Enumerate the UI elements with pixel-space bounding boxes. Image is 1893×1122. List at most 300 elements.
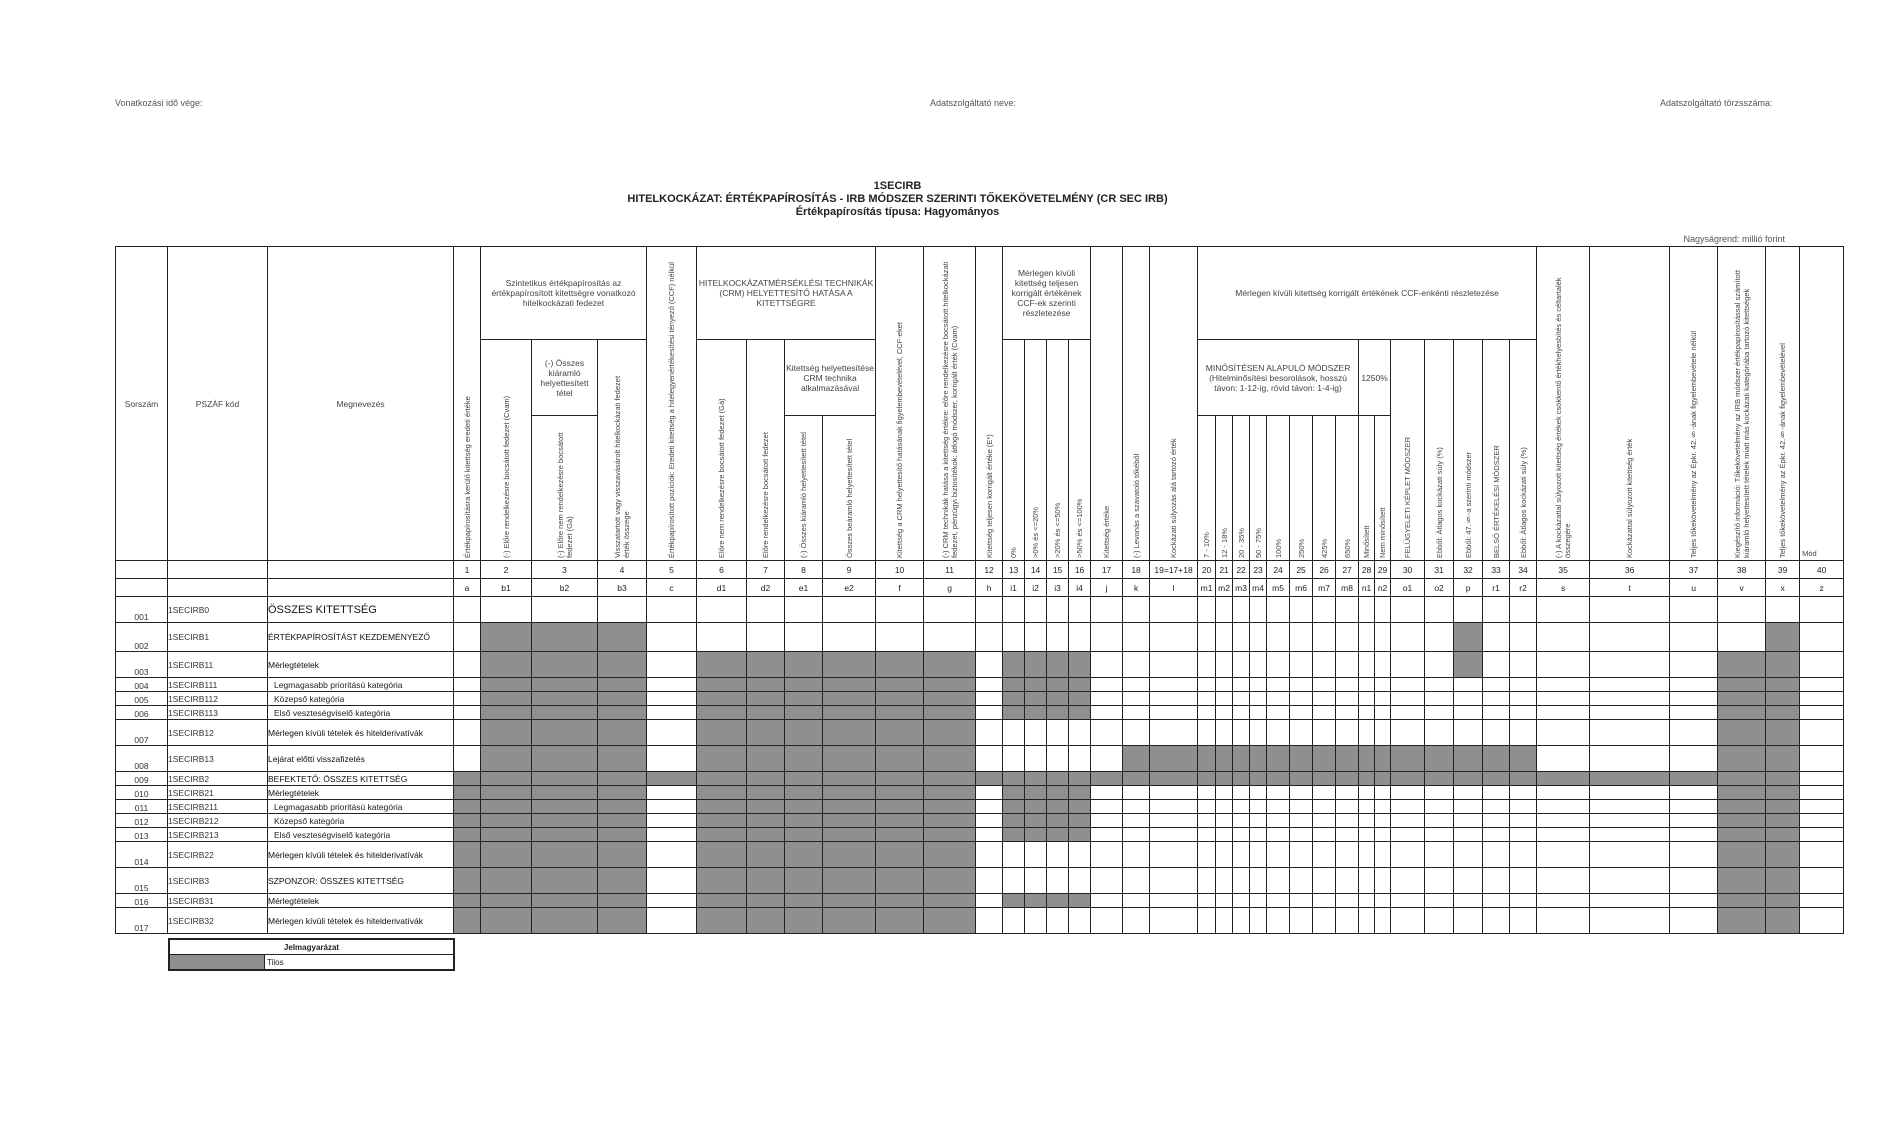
- data-cell[interactable]: [1250, 597, 1267, 623]
- data-cell[interactable]: [1069, 746, 1091, 772]
- data-cell[interactable]: [1454, 706, 1483, 720]
- data-cell[interactable]: [1483, 720, 1510, 746]
- data-cell[interactable]: [1537, 814, 1590, 828]
- data-cell[interactable]: [1670, 652, 1718, 678]
- data-cell[interactable]: [1375, 678, 1391, 692]
- data-cell[interactable]: [1537, 652, 1590, 678]
- data-cell[interactable]: [1336, 678, 1359, 692]
- data-cell[interactable]: [1670, 842, 1718, 868]
- data-cell[interactable]: [454, 692, 481, 706]
- data-cell[interactable]: [1290, 814, 1313, 828]
- data-cell[interactable]: [1670, 786, 1718, 800]
- data-cell[interactable]: [1590, 692, 1670, 706]
- data-cell[interactable]: [1670, 597, 1718, 623]
- data-cell[interactable]: [1250, 908, 1267, 934]
- data-cell[interactable]: [1150, 706, 1198, 720]
- data-cell[interactable]: [1425, 868, 1454, 894]
- data-cell[interactable]: [1267, 720, 1290, 746]
- data-cell[interactable]: [598, 597, 647, 623]
- data-cell[interactable]: [1123, 706, 1150, 720]
- data-cell[interactable]: [1250, 692, 1267, 706]
- data-cell[interactable]: [1233, 908, 1250, 934]
- data-cell[interactable]: [1123, 908, 1150, 934]
- data-cell[interactable]: [1091, 746, 1123, 772]
- data-cell[interactable]: [1313, 894, 1336, 908]
- data-cell[interactable]: [1123, 652, 1150, 678]
- data-cell[interactable]: [1290, 597, 1313, 623]
- data-cell[interactable]: [1800, 786, 1844, 800]
- data-cell[interactable]: [1359, 597, 1375, 623]
- data-cell[interactable]: [1336, 828, 1359, 842]
- data-cell[interactable]: [1425, 814, 1454, 828]
- data-cell[interactable]: [1233, 814, 1250, 828]
- data-cell[interactable]: [1537, 800, 1590, 814]
- data-cell[interactable]: [1359, 868, 1375, 894]
- data-cell[interactable]: [1198, 868, 1216, 894]
- data-cell[interactable]: [1537, 786, 1590, 800]
- data-cell[interactable]: [976, 814, 1003, 828]
- data-cell[interactable]: [1800, 623, 1844, 652]
- data-cell[interactable]: [1290, 800, 1313, 814]
- data-cell[interactable]: [1359, 692, 1375, 706]
- data-cell[interactable]: [1359, 678, 1375, 692]
- data-cell[interactable]: [1216, 800, 1233, 814]
- data-cell[interactable]: [1590, 800, 1670, 814]
- data-cell[interactable]: [1216, 908, 1233, 934]
- data-cell[interactable]: [1425, 828, 1454, 842]
- data-cell[interactable]: [1069, 842, 1091, 868]
- data-cell[interactable]: [1590, 706, 1670, 720]
- data-cell[interactable]: [1233, 597, 1250, 623]
- data-cell[interactable]: [1198, 706, 1216, 720]
- data-cell[interactable]: [1250, 842, 1267, 868]
- data-cell[interactable]: [1391, 652, 1425, 678]
- data-cell[interactable]: [1425, 623, 1454, 652]
- data-cell[interactable]: [1233, 706, 1250, 720]
- data-cell[interactable]: [647, 652, 697, 678]
- data-cell[interactable]: [1425, 678, 1454, 692]
- data-cell[interactable]: [1800, 678, 1844, 692]
- data-cell[interactable]: [1375, 706, 1391, 720]
- data-cell[interactable]: [1375, 623, 1391, 652]
- data-cell[interactable]: [1359, 908, 1375, 934]
- data-cell[interactable]: [1150, 842, 1198, 868]
- data-cell[interactable]: [1150, 692, 1198, 706]
- data-cell[interactable]: [1267, 894, 1290, 908]
- data-cell[interactable]: [1483, 814, 1510, 828]
- data-cell[interactable]: [1150, 894, 1198, 908]
- data-cell[interactable]: [647, 828, 697, 842]
- data-cell[interactable]: [1216, 828, 1233, 842]
- data-cell[interactable]: [1123, 828, 1150, 842]
- data-cell[interactable]: [1359, 706, 1375, 720]
- data-cell[interactable]: [1025, 908, 1047, 934]
- data-cell[interactable]: [1359, 623, 1375, 652]
- data-cell[interactable]: [1590, 814, 1670, 828]
- data-cell[interactable]: [1510, 623, 1537, 652]
- data-cell[interactable]: [823, 623, 876, 652]
- data-cell[interactable]: [1454, 692, 1483, 706]
- data-cell[interactable]: [1391, 706, 1425, 720]
- data-cell[interactable]: [1800, 706, 1844, 720]
- data-cell[interactable]: [976, 678, 1003, 692]
- data-cell[interactable]: [1375, 692, 1391, 706]
- data-cell[interactable]: [1336, 868, 1359, 894]
- data-cell[interactable]: [1150, 652, 1198, 678]
- data-cell[interactable]: [1250, 800, 1267, 814]
- data-cell[interactable]: [1537, 894, 1590, 908]
- data-cell[interactable]: [1003, 868, 1025, 894]
- data-cell[interactable]: [1800, 720, 1844, 746]
- data-cell[interactable]: [1290, 868, 1313, 894]
- data-cell[interactable]: [1091, 868, 1123, 894]
- data-cell[interactable]: [976, 828, 1003, 842]
- data-cell[interactable]: [1336, 814, 1359, 828]
- data-cell[interactable]: [1250, 678, 1267, 692]
- data-cell[interactable]: [1150, 786, 1198, 800]
- data-cell[interactable]: [1047, 720, 1069, 746]
- data-cell[interactable]: [1198, 597, 1216, 623]
- data-cell[interactable]: [1359, 894, 1375, 908]
- data-cell[interactable]: [747, 623, 785, 652]
- data-cell[interactable]: [1537, 678, 1590, 692]
- data-cell[interactable]: [1537, 842, 1590, 868]
- data-cell[interactable]: [1267, 786, 1290, 800]
- data-cell[interactable]: [924, 623, 976, 652]
- data-cell[interactable]: [1233, 800, 1250, 814]
- data-cell[interactable]: [1003, 597, 1025, 623]
- data-cell[interactable]: [1313, 706, 1336, 720]
- data-cell[interactable]: [1800, 597, 1844, 623]
- data-cell[interactable]: [1359, 814, 1375, 828]
- data-cell[interactable]: [1150, 800, 1198, 814]
- data-cell[interactable]: [532, 597, 598, 623]
- data-cell[interactable]: [1718, 597, 1766, 623]
- data-cell[interactable]: [1670, 908, 1718, 934]
- data-cell[interactable]: [1047, 842, 1069, 868]
- data-cell[interactable]: [1454, 678, 1483, 692]
- data-cell[interactable]: [1233, 692, 1250, 706]
- data-cell[interactable]: [976, 868, 1003, 894]
- data-cell[interactable]: [1216, 786, 1233, 800]
- data-cell[interactable]: [1047, 908, 1069, 934]
- data-cell[interactable]: [1590, 623, 1670, 652]
- data-cell[interactable]: [1391, 800, 1425, 814]
- data-cell[interactable]: [976, 597, 1003, 623]
- data-cell[interactable]: [1047, 623, 1069, 652]
- data-cell[interactable]: [1216, 652, 1233, 678]
- data-cell[interactable]: [1483, 692, 1510, 706]
- data-cell[interactable]: [1375, 597, 1391, 623]
- data-cell[interactable]: [976, 894, 1003, 908]
- data-cell[interactable]: [1216, 868, 1233, 894]
- data-cell[interactable]: [785, 623, 823, 652]
- data-cell[interactable]: [647, 908, 697, 934]
- data-cell[interactable]: [1391, 720, 1425, 746]
- data-cell[interactable]: [1391, 597, 1425, 623]
- data-cell[interactable]: [1391, 828, 1425, 842]
- data-cell[interactable]: [647, 692, 697, 706]
- data-cell[interactable]: [1336, 692, 1359, 706]
- data-cell[interactable]: [1336, 597, 1359, 623]
- data-cell[interactable]: [1091, 692, 1123, 706]
- data-cell[interactable]: [1670, 678, 1718, 692]
- data-cell[interactable]: [1391, 692, 1425, 706]
- data-cell[interactable]: [1313, 842, 1336, 868]
- data-cell[interactable]: [1537, 746, 1590, 772]
- data-cell[interactable]: [1150, 908, 1198, 934]
- data-cell[interactable]: [647, 623, 697, 652]
- data-cell[interactable]: [1069, 597, 1091, 623]
- data-cell[interactable]: [1483, 623, 1510, 652]
- data-cell[interactable]: [1590, 842, 1670, 868]
- data-cell[interactable]: [1123, 623, 1150, 652]
- data-cell[interactable]: [976, 842, 1003, 868]
- data-cell[interactable]: [1590, 894, 1670, 908]
- data-cell[interactable]: [976, 786, 1003, 800]
- data-cell[interactable]: [1336, 894, 1359, 908]
- data-cell[interactable]: [1091, 908, 1123, 934]
- data-cell[interactable]: [1216, 706, 1233, 720]
- data-cell[interactable]: [1198, 800, 1216, 814]
- data-cell[interactable]: [1267, 828, 1290, 842]
- data-cell[interactable]: [1150, 828, 1198, 842]
- data-cell[interactable]: [1290, 908, 1313, 934]
- data-cell[interactable]: [1198, 814, 1216, 828]
- data-cell[interactable]: [1091, 842, 1123, 868]
- data-cell[interactable]: [1267, 842, 1290, 868]
- data-cell[interactable]: [1091, 894, 1123, 908]
- data-cell[interactable]: [1336, 908, 1359, 934]
- data-cell[interactable]: [1069, 868, 1091, 894]
- data-cell[interactable]: [1003, 908, 1025, 934]
- data-cell[interactable]: [1216, 894, 1233, 908]
- data-cell[interactable]: [1590, 597, 1670, 623]
- data-cell[interactable]: [1091, 786, 1123, 800]
- data-cell[interactable]: [1290, 828, 1313, 842]
- data-cell[interactable]: [1483, 868, 1510, 894]
- data-cell[interactable]: [1800, 894, 1844, 908]
- data-cell[interactable]: [976, 746, 1003, 772]
- data-cell[interactable]: [1198, 842, 1216, 868]
- data-cell[interactable]: [1025, 868, 1047, 894]
- data-cell[interactable]: [1510, 706, 1537, 720]
- data-cell[interactable]: [1047, 746, 1069, 772]
- data-cell[interactable]: [1537, 720, 1590, 746]
- data-cell[interactable]: [1510, 652, 1537, 678]
- data-cell[interactable]: [1150, 597, 1198, 623]
- data-cell[interactable]: [1216, 678, 1233, 692]
- data-cell[interactable]: [647, 597, 697, 623]
- data-cell[interactable]: [1590, 786, 1670, 800]
- data-cell[interactable]: [1670, 692, 1718, 706]
- data-cell[interactable]: [1233, 786, 1250, 800]
- data-cell[interactable]: [454, 678, 481, 692]
- data-cell[interactable]: [1537, 828, 1590, 842]
- data-cell[interactable]: [1025, 623, 1047, 652]
- data-cell[interactable]: [1391, 623, 1425, 652]
- data-cell[interactable]: [876, 623, 924, 652]
- data-cell[interactable]: [1267, 868, 1290, 894]
- data-cell[interactable]: [1800, 868, 1844, 894]
- data-cell[interactable]: [1766, 597, 1800, 623]
- data-cell[interactable]: [1670, 894, 1718, 908]
- data-cell[interactable]: [1267, 908, 1290, 934]
- data-cell[interactable]: [1483, 908, 1510, 934]
- data-cell[interactable]: [1198, 623, 1216, 652]
- data-cell[interactable]: [1359, 800, 1375, 814]
- data-cell[interactable]: [1454, 868, 1483, 894]
- data-cell[interactable]: [1454, 894, 1483, 908]
- data-cell[interactable]: [1375, 842, 1391, 868]
- data-cell[interactable]: [1670, 720, 1718, 746]
- data-cell[interactable]: [1336, 720, 1359, 746]
- data-cell[interactable]: [1454, 828, 1483, 842]
- data-cell[interactable]: [1336, 652, 1359, 678]
- data-cell[interactable]: [1216, 842, 1233, 868]
- data-cell[interactable]: [1216, 692, 1233, 706]
- data-cell[interactable]: [697, 597, 747, 623]
- data-cell[interactable]: [1537, 692, 1590, 706]
- data-cell[interactable]: [1800, 652, 1844, 678]
- data-cell[interactable]: [1483, 786, 1510, 800]
- data-cell[interactable]: [1250, 894, 1267, 908]
- data-cell[interactable]: [1391, 786, 1425, 800]
- data-cell[interactable]: [1454, 814, 1483, 828]
- data-cell[interactable]: [1267, 597, 1290, 623]
- data-cell[interactable]: [1800, 828, 1844, 842]
- data-cell[interactable]: [1250, 828, 1267, 842]
- data-cell[interactable]: [1425, 908, 1454, 934]
- data-cell[interactable]: [1313, 597, 1336, 623]
- data-cell[interactable]: [1425, 894, 1454, 908]
- data-cell[interactable]: [1150, 623, 1198, 652]
- data-cell[interactable]: [1233, 623, 1250, 652]
- data-cell[interactable]: [1391, 894, 1425, 908]
- data-cell[interactable]: [1047, 868, 1069, 894]
- data-cell[interactable]: [1290, 842, 1313, 868]
- data-cell[interactable]: [1290, 706, 1313, 720]
- data-cell[interactable]: [1425, 786, 1454, 800]
- data-cell[interactable]: [1391, 814, 1425, 828]
- data-cell[interactable]: [1123, 894, 1150, 908]
- data-cell[interactable]: [1250, 868, 1267, 894]
- data-cell[interactable]: [976, 652, 1003, 678]
- data-cell[interactable]: [1313, 720, 1336, 746]
- data-cell[interactable]: [1047, 597, 1069, 623]
- data-cell[interactable]: [747, 597, 785, 623]
- data-cell[interactable]: [1216, 720, 1233, 746]
- data-cell[interactable]: [454, 746, 481, 772]
- data-cell[interactable]: [647, 720, 697, 746]
- data-cell[interactable]: [1375, 652, 1391, 678]
- data-cell[interactable]: [1313, 828, 1336, 842]
- data-cell[interactable]: [454, 706, 481, 720]
- data-cell[interactable]: [1091, 623, 1123, 652]
- data-cell[interactable]: [1198, 678, 1216, 692]
- data-cell[interactable]: [1454, 908, 1483, 934]
- data-cell[interactable]: [1537, 868, 1590, 894]
- data-cell[interactable]: [1510, 692, 1537, 706]
- data-cell[interactable]: [1510, 800, 1537, 814]
- data-cell[interactable]: [1590, 828, 1670, 842]
- data-cell[interactable]: [1670, 623, 1718, 652]
- data-cell[interactable]: [1800, 800, 1844, 814]
- data-cell[interactable]: [1590, 652, 1670, 678]
- data-cell[interactable]: [1313, 692, 1336, 706]
- data-cell[interactable]: [1425, 652, 1454, 678]
- data-cell[interactable]: [1510, 894, 1537, 908]
- data-cell[interactable]: [1091, 597, 1123, 623]
- data-cell[interactable]: [1510, 842, 1537, 868]
- data-cell[interactable]: [1123, 800, 1150, 814]
- data-cell[interactable]: [1198, 652, 1216, 678]
- data-cell[interactable]: [1091, 652, 1123, 678]
- data-cell[interactable]: [1483, 652, 1510, 678]
- data-cell[interactable]: [1537, 908, 1590, 934]
- data-cell[interactable]: [1510, 814, 1537, 828]
- data-cell[interactable]: [1670, 868, 1718, 894]
- data-cell[interactable]: [1375, 786, 1391, 800]
- data-cell[interactable]: [1198, 894, 1216, 908]
- data-cell[interactable]: [454, 597, 481, 623]
- data-cell[interactable]: [1250, 720, 1267, 746]
- data-cell[interactable]: [1800, 908, 1844, 934]
- data-cell[interactable]: [1003, 720, 1025, 746]
- data-cell[interactable]: [1483, 597, 1510, 623]
- data-cell[interactable]: [1290, 786, 1313, 800]
- data-cell[interactable]: [1425, 842, 1454, 868]
- data-cell[interactable]: [454, 652, 481, 678]
- data-cell[interactable]: [1233, 894, 1250, 908]
- data-cell[interactable]: [1510, 597, 1537, 623]
- data-cell[interactable]: [454, 720, 481, 746]
- data-cell[interactable]: [976, 706, 1003, 720]
- data-cell[interactable]: [1025, 720, 1047, 746]
- data-cell[interactable]: [1069, 623, 1091, 652]
- data-cell[interactable]: [1375, 828, 1391, 842]
- data-cell[interactable]: [1670, 814, 1718, 828]
- data-cell[interactable]: [697, 623, 747, 652]
- data-cell[interactable]: [1313, 786, 1336, 800]
- data-cell[interactable]: [1510, 720, 1537, 746]
- data-cell[interactable]: [1718, 623, 1766, 652]
- data-cell[interactable]: [1510, 678, 1537, 692]
- data-cell[interactable]: [1391, 868, 1425, 894]
- data-cell[interactable]: [647, 678, 697, 692]
- data-cell[interactable]: [647, 746, 697, 772]
- data-cell[interactable]: [976, 623, 1003, 652]
- data-cell[interactable]: [1454, 800, 1483, 814]
- data-cell[interactable]: [1425, 800, 1454, 814]
- data-cell[interactable]: [1590, 720, 1670, 746]
- data-cell[interactable]: [1091, 720, 1123, 746]
- data-cell[interactable]: [1250, 623, 1267, 652]
- data-cell[interactable]: [1290, 652, 1313, 678]
- data-cell[interactable]: [1091, 678, 1123, 692]
- data-cell[interactable]: [1537, 623, 1590, 652]
- data-cell[interactable]: [1091, 828, 1123, 842]
- data-cell[interactable]: [1233, 828, 1250, 842]
- data-cell[interactable]: [1537, 597, 1590, 623]
- data-cell[interactable]: [1537, 706, 1590, 720]
- data-cell[interactable]: [1267, 706, 1290, 720]
- data-cell[interactable]: [1336, 623, 1359, 652]
- data-cell[interactable]: [1250, 814, 1267, 828]
- data-cell[interactable]: [924, 597, 976, 623]
- data-cell[interactable]: [1123, 678, 1150, 692]
- data-cell[interactable]: [1483, 706, 1510, 720]
